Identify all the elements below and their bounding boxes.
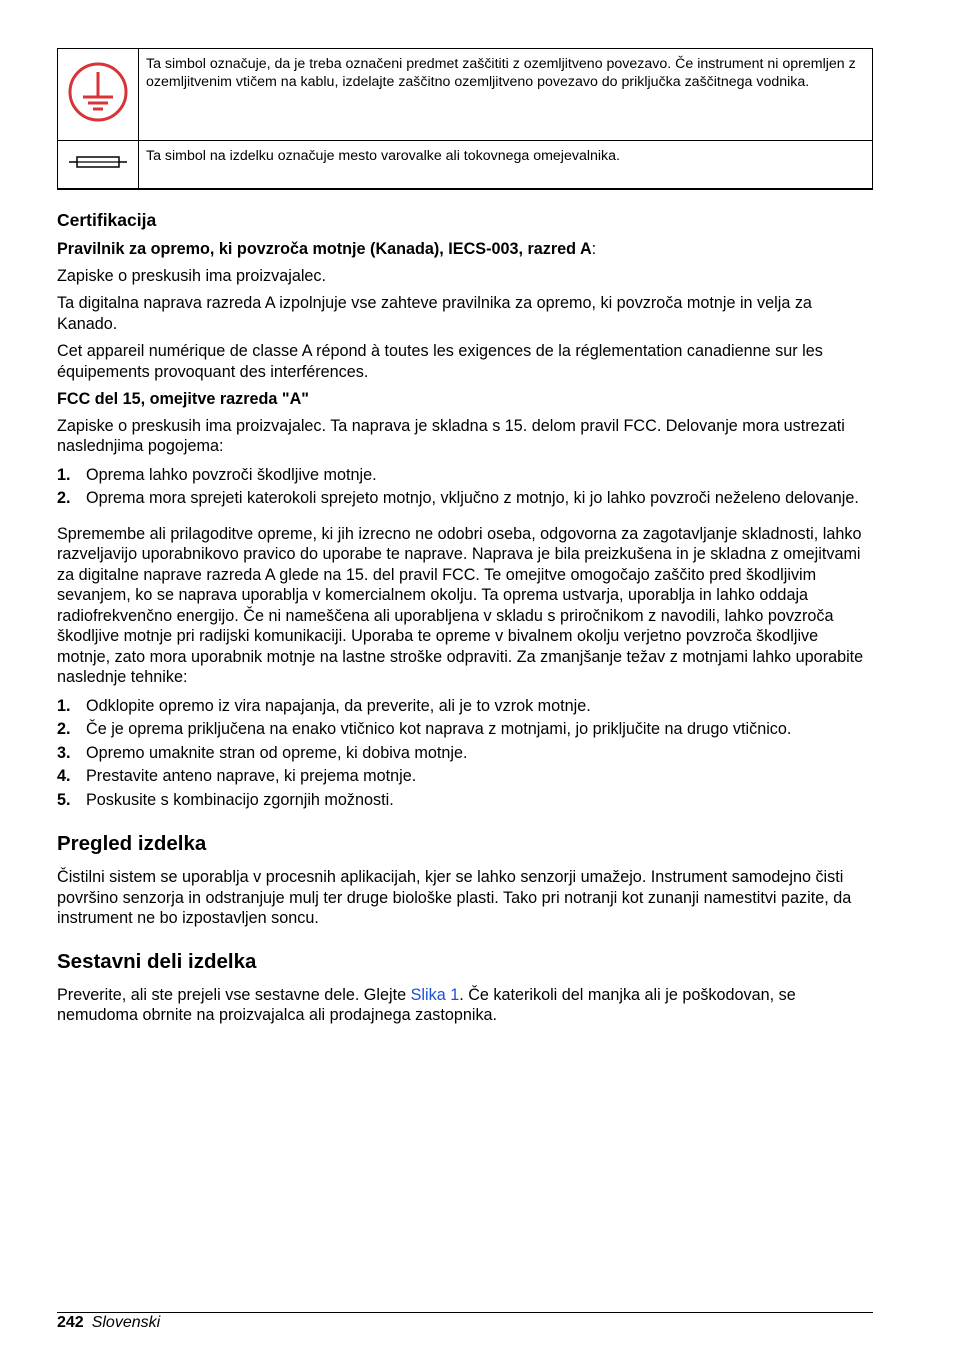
list-number: 2. bbox=[57, 720, 71, 738]
fuse-icon bbox=[67, 154, 129, 170]
fcc-heading: FCC del 15, omejitve razreda "A" bbox=[57, 390, 309, 408]
list-item bbox=[57, 696, 873, 717]
list-text: Prestavite anteno naprave, ki prejema motnje. bbox=[86, 767, 417, 785]
protective-earth-ground-icon bbox=[67, 61, 129, 123]
list-item bbox=[57, 719, 873, 740]
list-number: 4. bbox=[57, 767, 71, 785]
list-number: 2. bbox=[57, 489, 71, 507]
components-text: Preverite, ali ste prejeli vse sestavne dele. Glejte bbox=[57, 985, 411, 1004]
list-text: Oprema mora sprejeti katerokoli sprejeto motnjo, vključno z motnjo, ki jo lahko povzroči neželeno delovanje. bbox=[86, 489, 859, 507]
list-item bbox=[57, 488, 873, 509]
canada-regulation-heading bbox=[57, 239, 873, 260]
symbol-description: Ta simbol označuje, da je treba označeni predmet zaščititi z ozemljitveno povezavo. Če instrument ni opremljen z ozemljitvenim vtičem na kablu, izdelajte zaščitno ozemljitveno povezavo do priključka zaščitnega vodnika. bbox=[139, 49, 873, 141]
list-text: Oprema lahko povzroči škodljive motnje. bbox=[86, 465, 377, 484]
list-number: 3. bbox=[57, 743, 71, 762]
components-heading: Sestavni deli izdelka bbox=[57, 949, 257, 973]
canada-paragraph: Ta digitalna naprava razreda A izpolnjuje vse zahteve pravilnika za opremo, ki povzroča motnje in velja za Kanado. bbox=[57, 294, 812, 333]
fcc-techniques-list bbox=[57, 696, 873, 811]
page-content bbox=[57, 48, 873, 1033]
symbol-row bbox=[58, 141, 873, 190]
list-item bbox=[57, 790, 873, 811]
canada-regulation-colon: : bbox=[591, 240, 597, 258]
page-number: 242 bbox=[57, 1314, 84, 1331]
canada-regulation-title: Pravilnik za opremo, ki povzroča motnje (Kanada), IECS-003, razred A bbox=[57, 240, 592, 258]
list-item bbox=[57, 766, 873, 787]
list-item bbox=[57, 465, 873, 486]
fcc-paragraph: Zapiske o preskusih ima proizvajalec. Ta naprava je skladna s 15. delom pravil FCC. Delovanje mora ustrezati naslednjima pogojema: bbox=[57, 416, 845, 455]
list-text: Opremo umaknite stran od opreme, ki dobiva motnje. bbox=[86, 743, 468, 762]
list-number: 1. bbox=[57, 696, 71, 715]
list-item bbox=[57, 743, 873, 764]
canada-paragraph: Zapiske o preskusih ima proizvajalec. bbox=[57, 266, 327, 285]
symbol-icon-cell bbox=[58, 141, 139, 190]
symbol-row bbox=[58, 49, 873, 141]
components-text: . Če katerikoli del manjka ali je poškodovan, se nemudoma obrnite na proizvajalca ali prodajnega zastopnika. bbox=[57, 985, 796, 1024]
page-footer bbox=[57, 1312, 873, 1332]
symbol-description: Ta simbol na izdelku označuje mesto varovalke ali tokovnega omejevalnika. bbox=[139, 141, 873, 190]
symbol-table bbox=[57, 48, 873, 190]
overview-heading: Pregled izdelka bbox=[57, 832, 207, 855]
fcc-paragraph: Spremembe ali prilagoditve opreme, ki jih izrecno ne odobri oseba, odgovorna za zagotavljanje skladnosti, lahko razveljavijo uporabnikovo pravico do uporabe te naprave. Naprava je bila preizkušena in je skladna z omejitvami za digitalne naprave razreda A glede na 15. del pravil FCC. Te omejitve omogočajo zaščito pred škodljivim sevanjem, ko se naprava uporablja v komercialnem okolju. Ta oprema ustvarja, uporablja in lahko oddaja radiofrekvenčno energijo. Če ni nameščena ali uporabljena v skladu s priročnikom z navodili, lahko povzroča škodljive motnje pri radijski komunikaciji. Uporaba te opreme v bivalnem okolju verjetno povzroča škodljive motnje, zato mora uporabnik motnje na lastne stroške odpraviti. Za zmanjšanje težav z motnjami lahko uporabite naslednje tehnike: bbox=[57, 524, 864, 686]
list-text: Odklopite opremo iz vira napajanja, da preverite, ali je to vzrok motnje. bbox=[86, 696, 591, 715]
figure-link[interactable]: Slika 1 bbox=[410, 985, 460, 1004]
footer-language: Slovenski bbox=[91, 1314, 161, 1331]
list-number: 5. bbox=[57, 790, 71, 809]
fcc-conditions-list bbox=[57, 465, 873, 509]
canada-paragraph-french: Cet appareil numérique de classe A répond à toutes les exigences de la réglementation canadienne sur les équipements provoquant des interférences. bbox=[57, 342, 823, 381]
list-text: Poskusite s kombinacijo zgornjih možnosti. bbox=[86, 790, 394, 809]
list-text: Če je oprema priključena na enako vtičnico kot naprava z motnjami, jo priključite na drugo vtičnico. bbox=[86, 720, 792, 738]
components-paragraph bbox=[57, 985, 873, 1026]
list-number: 1. bbox=[57, 465, 71, 484]
symbol-icon-cell bbox=[58, 49, 139, 141]
overview-paragraph: Čistilni sistem se uporablja v procesnih aplikacijah, kjer se lahko senzorji umažejo. Instrument samodejno čisti površino senzorja in odstranjuje mulj ter druge biološke plasti. Tako pri notranji kot zunanji namestitvi pazite, da instrument ne bo izpostavljen soncu. bbox=[57, 868, 852, 927]
certification-heading: Certifikacija bbox=[57, 210, 157, 230]
